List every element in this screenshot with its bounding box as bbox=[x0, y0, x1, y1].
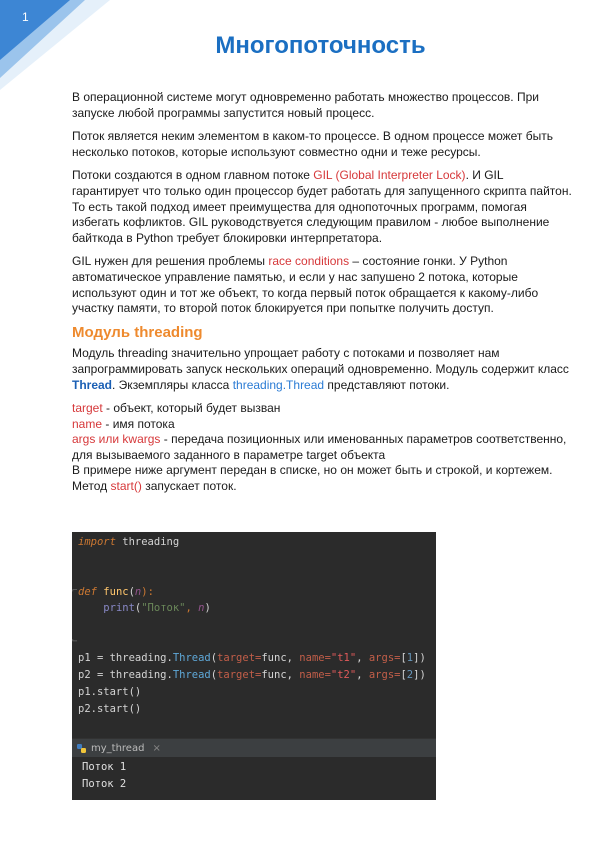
kwarg: target= bbox=[217, 669, 262, 681]
page-title: Многопоточность bbox=[215, 32, 426, 59]
parameter-definitions bbox=[72, 401, 572, 495]
python-icon bbox=[76, 743, 87, 754]
keyword: import bbox=[78, 536, 116, 548]
string: "t1" bbox=[330, 652, 357, 664]
run-tab[interactable] bbox=[72, 739, 169, 757]
code-text: func, bbox=[261, 652, 300, 664]
run-tab-label: my_thread bbox=[91, 742, 145, 754]
thread-class-term: Thread bbox=[72, 377, 113, 392]
string: "t2" bbox=[330, 669, 357, 681]
code-editor bbox=[72, 532, 436, 737]
kwarg: target= bbox=[217, 652, 262, 664]
builtin: print bbox=[103, 602, 135, 614]
intro-paragraph-1: В операционной системе могут одновременно работать множество процессов. При запуске любой программы запустится новый процесс. bbox=[72, 90, 539, 120]
def-term: args или kwargs bbox=[72, 432, 161, 447]
def-name bbox=[72, 417, 572, 433]
def-term: name bbox=[72, 416, 103, 431]
def-args bbox=[72, 432, 572, 463]
function-name: func bbox=[103, 586, 129, 598]
code-text: p1 = threading. bbox=[78, 652, 173, 664]
text-run: Модуль threading значительно упрощает работу с потоками и позволяет нам запрограммировать запуск нескольких операций одновременно. Модуль содержит класс bbox=[72, 346, 569, 376]
start-method-term: start() bbox=[110, 479, 142, 494]
code-text: , bbox=[185, 602, 199, 614]
run-panel-bar bbox=[72, 738, 436, 757]
code-text: ]) bbox=[413, 652, 426, 664]
example-note: В примере ниже аргумент передан в списке, но он может быть и строкой, и кортежем. bbox=[72, 463, 553, 478]
intro-paragraph-4 bbox=[72, 254, 572, 316]
intro-paragraph-3 bbox=[72, 168, 572, 246]
def-target bbox=[72, 401, 572, 417]
def-desc: - передача позиционных или именованных параметров соответственно, для вызываемого заданного в параметре target объекта bbox=[72, 432, 567, 462]
code-line-7: p2.start() bbox=[78, 703, 142, 715]
kwarg: name= bbox=[299, 669, 331, 681]
method-note bbox=[72, 479, 572, 495]
code-text: , bbox=[356, 669, 369, 681]
text-run: Потоки создаются в одном главном потоке bbox=[72, 168, 314, 183]
code-text: threading bbox=[115, 536, 180, 548]
section-paragraph bbox=[72, 346, 572, 393]
parameter: n bbox=[198, 602, 205, 614]
code-text: p2 = threading. bbox=[78, 669, 173, 681]
run-console bbox=[72, 757, 436, 800]
intro-paragraph-2: Поток является неким элементом в каком-то процессе. В одном процессе может быть несколько потоков, которые используют совместно одни и теже ресурсы. bbox=[72, 129, 554, 159]
code-text: ( bbox=[210, 669, 218, 681]
code-text: ]) bbox=[413, 669, 426, 681]
race-conditions-term: race conditions bbox=[268, 254, 350, 269]
code-line-4 bbox=[78, 652, 426, 664]
gil-term: GIL (Global Interpreter Lock) bbox=[313, 168, 466, 183]
text-run: . И GIL гарантирует что только один процессор будет работать для запущенного скрипта пайтон. То есть такой подход имеет преимущества для однопоточных программ, помогая избегать кофликтов. GIL руководствуется следующим правилом - любое выполнение байткода в Python требует блокировки интерпретатора. bbox=[72, 168, 572, 245]
code-text: [ bbox=[400, 652, 407, 664]
code-line-1 bbox=[78, 536, 179, 548]
code-line-3 bbox=[78, 602, 211, 614]
parameter: n bbox=[134, 586, 142, 598]
text-run: Метод bbox=[72, 479, 111, 494]
def-desc: - имя потока bbox=[102, 416, 175, 431]
code-line-5 bbox=[78, 669, 426, 681]
code-line-2 bbox=[78, 586, 154, 598]
kwarg: name= bbox=[299, 652, 331, 664]
document-body bbox=[72, 90, 572, 495]
indent bbox=[78, 602, 103, 614]
code-text: ): bbox=[141, 586, 154, 598]
console-line: Поток 2 bbox=[82, 778, 127, 790]
console-line: Поток 1 bbox=[82, 761, 127, 773]
number: 2 bbox=[406, 669, 414, 681]
text-run: представляют потоки. bbox=[324, 377, 450, 392]
class-name: Thread bbox=[172, 652, 211, 664]
kwarg: args= bbox=[368, 669, 401, 681]
string: "Поток" bbox=[141, 602, 186, 614]
code-line-6: p1.start() bbox=[78, 686, 142, 698]
code-text: func, bbox=[261, 669, 300, 681]
text-run: . Экземпляры класса bbox=[112, 377, 233, 392]
code-text: ( bbox=[134, 602, 142, 614]
text-run: запускает поток. bbox=[141, 479, 237, 494]
keyword: def bbox=[78, 586, 97, 598]
text-run: – состояние гонки. У Python автоматическое управление памятью, и если у нас запушено 2 потока, которые используют один и тот же объект, то когда первый поток обращается к какому-либо участку памяти, то второй поток блокируется при попытке получить доступ. bbox=[72, 254, 539, 316]
code-screenshot bbox=[72, 532, 436, 800]
fold-marker-icon: ⌙ bbox=[72, 636, 78, 646]
code-text: , bbox=[356, 652, 369, 664]
code-text: ( bbox=[128, 586, 135, 598]
threading-thread-term: threading.Thread bbox=[232, 377, 325, 392]
page-number: 1 bbox=[22, 10, 29, 24]
kwarg: args= bbox=[368, 652, 401, 664]
class-name: Thread bbox=[172, 669, 211, 681]
close-icon[interactable]: × bbox=[152, 742, 161, 754]
def-desc: - объект, который будет вызван bbox=[102, 401, 281, 416]
section-heading: Модуль threading bbox=[72, 323, 203, 341]
code-text: ) bbox=[204, 602, 211, 614]
text-run: GIL нужен для решения проблемы bbox=[72, 254, 269, 269]
code-text: ( bbox=[210, 652, 218, 664]
code-text: [ bbox=[400, 669, 407, 681]
fold-marker-icon: ⌐ bbox=[72, 586, 78, 596]
def-term: target bbox=[72, 401, 103, 416]
number: 1 bbox=[406, 652, 414, 664]
